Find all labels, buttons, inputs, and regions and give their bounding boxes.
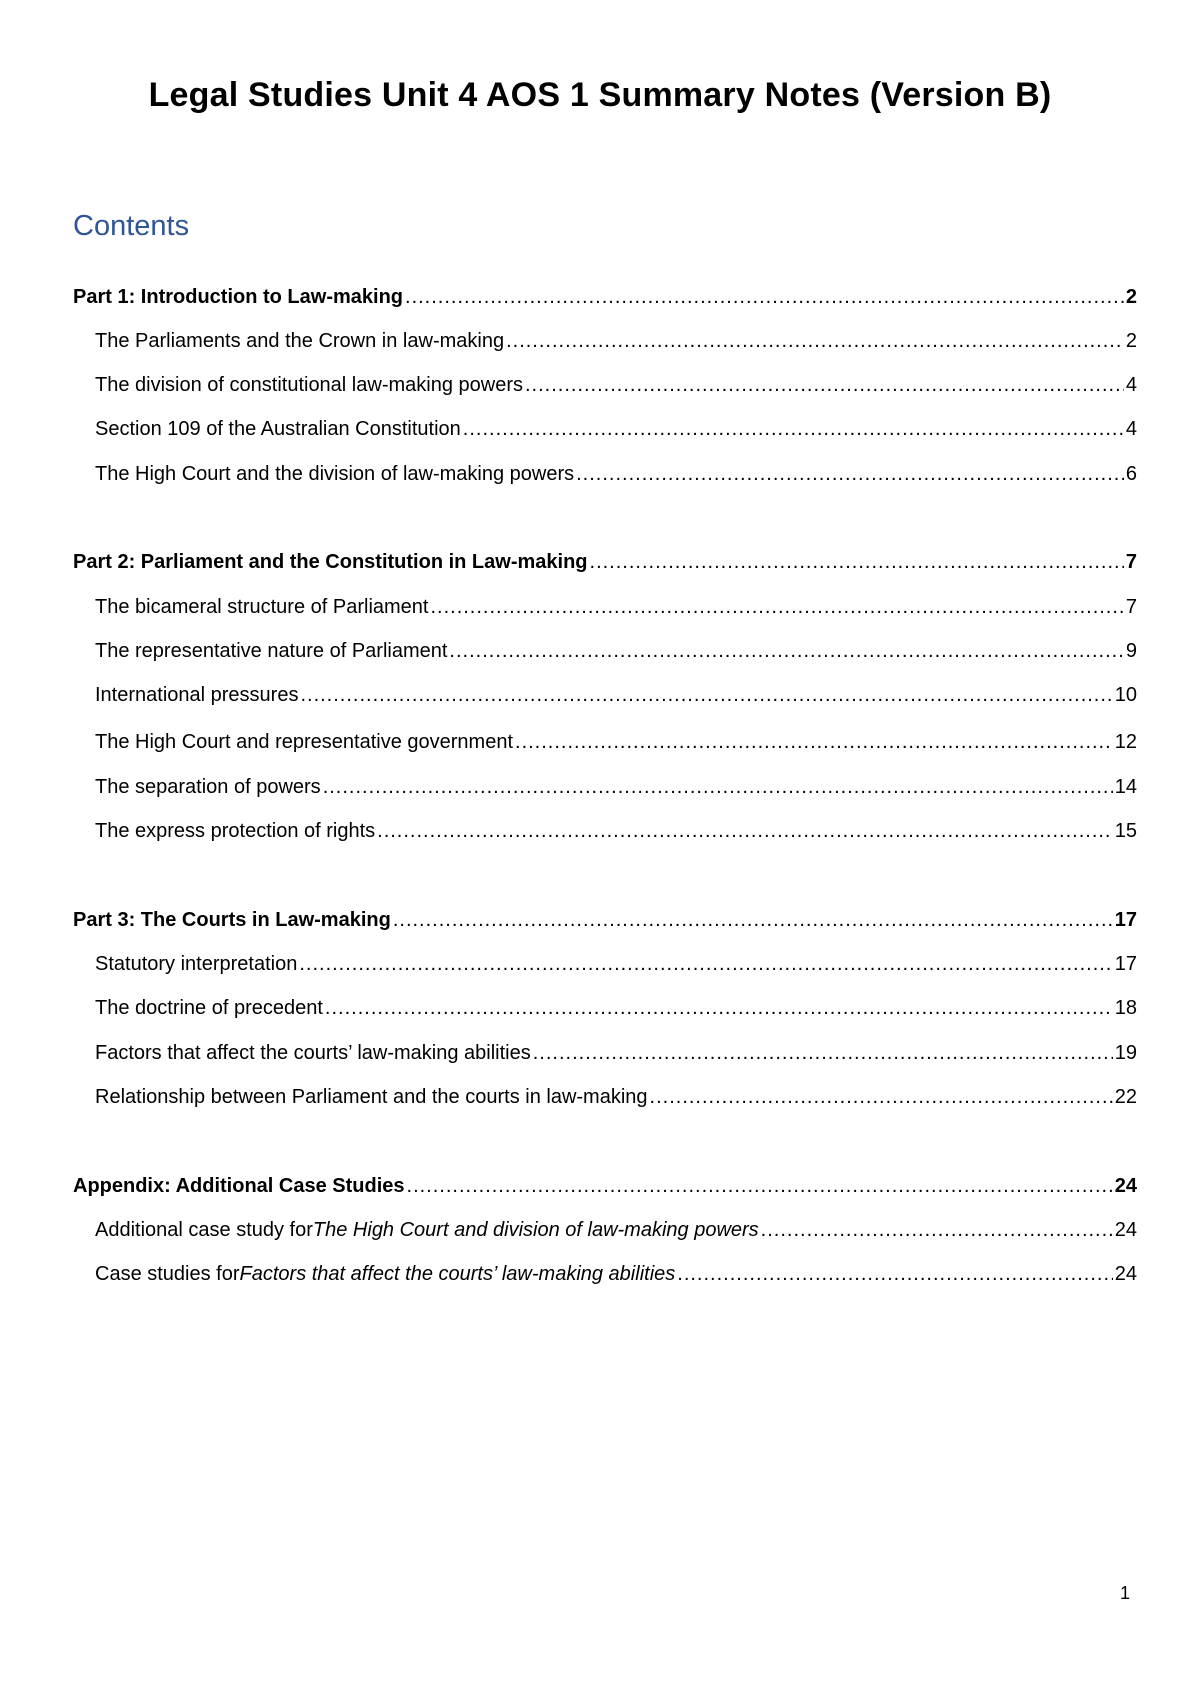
contents-heading: Contents xyxy=(73,210,190,242)
toc-page-number: 6 xyxy=(1125,463,1137,485)
toc-dot-leader xyxy=(677,1259,1112,1289)
toc-dot-leader xyxy=(405,282,1124,312)
toc-entry-title: Part 2: Parliament and the Constitution in Law-making xyxy=(73,551,588,573)
toc-entry-title-italic: The High Court and division of law-making powers xyxy=(312,1219,759,1241)
toc-entry-title: Relationship between Parliament and the courts in law-making xyxy=(95,1086,648,1108)
toc-section-entry[interactable] xyxy=(73,282,1137,312)
toc-section-entry[interactable] xyxy=(73,1171,1137,1201)
toc-subsection-entry[interactable] xyxy=(95,1038,1137,1068)
toc-entry-title: Appendix: Additional Case Studies xyxy=(73,1175,405,1197)
toc-entry-title: Case studies for xyxy=(95,1263,240,1285)
toc-entry-title: Factors that affect the courts’ law-making abilities xyxy=(95,1042,531,1064)
toc-entry-title: The express protection of rights xyxy=(95,820,376,842)
toc-subsection-entry[interactable] xyxy=(95,993,1137,1023)
toc-dot-leader xyxy=(407,1171,1113,1201)
toc-subsection-entry[interactable] xyxy=(95,326,1137,356)
toc-dot-leader xyxy=(323,772,1113,802)
toc-entry-title: Additional case study for xyxy=(95,1219,313,1241)
toc-dot-leader xyxy=(300,680,1112,710)
toc-subsection-entry[interactable] xyxy=(95,949,1137,979)
toc-dot-leader xyxy=(590,547,1124,577)
toc-subsection-entry[interactable] xyxy=(95,680,1137,710)
toc-dot-leader xyxy=(299,949,1112,979)
toc-subsection-entry[interactable] xyxy=(95,370,1137,400)
toc-dot-leader xyxy=(325,993,1113,1023)
toc-entry-title: The division of constitutional law-making powers xyxy=(95,374,523,396)
toc-dot-leader xyxy=(463,414,1124,444)
toc-page-number: 17 xyxy=(1114,953,1137,975)
toc-entry-title: Section 109 of the Australian Constitution xyxy=(95,418,461,440)
toc-subsection-entry[interactable] xyxy=(95,592,1137,622)
toc-subsection-entry[interactable] xyxy=(95,459,1137,489)
toc-subsection-entry[interactable] xyxy=(95,727,1137,757)
toc-dot-leader xyxy=(533,1038,1113,1068)
toc-page-number: 19 xyxy=(1114,1042,1137,1064)
toc-page-number: 10 xyxy=(1114,684,1137,706)
page-title: Legal Studies Unit 4 AOS 1 Summary Notes (Version B) xyxy=(148,76,1052,114)
toc-subsection-entry[interactable] xyxy=(95,816,1137,846)
toc-section-entry[interactable] xyxy=(73,547,1137,577)
toc-page-number: 24 xyxy=(1114,1263,1137,1285)
toc-section-entry[interactable] xyxy=(73,905,1137,935)
toc-subsection-entry[interactable] xyxy=(95,1082,1137,1112)
toc-dot-leader xyxy=(650,1082,1113,1112)
toc-entry-title: The separation of powers xyxy=(95,776,321,798)
toc-dot-leader xyxy=(761,1215,1113,1245)
toc-subsection-entry[interactable] xyxy=(95,636,1137,666)
toc-entry-title: The representative nature of Parliament xyxy=(95,640,448,662)
toc-subsection-entry[interactable] xyxy=(95,414,1137,444)
toc-entry-title-italic: Factors that affect the courts’ law-making abilities xyxy=(239,1263,676,1285)
toc-dot-leader xyxy=(525,370,1124,400)
toc-dot-leader xyxy=(449,636,1123,666)
page-number: 1 xyxy=(1120,1583,1131,1603)
toc-subsection-entry[interactable] xyxy=(95,1215,1137,1245)
toc-entry-title: The High Court and the division of law-making powers xyxy=(95,463,575,485)
toc-entry-title: Part 3: The Courts in Law-making xyxy=(73,909,391,931)
toc-entry-title: Statutory interpretation xyxy=(95,953,298,975)
toc-page-number: 18 xyxy=(1114,997,1137,1019)
toc-entry-title: The bicameral structure of Parliament xyxy=(95,596,429,618)
toc-entry-title: Part 1: Introduction to Law-making xyxy=(73,286,404,308)
toc-page-number: 2 xyxy=(1125,330,1137,352)
toc-dot-leader xyxy=(515,727,1113,757)
toc-page-number: 17 xyxy=(1114,909,1137,931)
toc-entry-title: The doctrine of precedent xyxy=(95,997,323,1019)
toc-page-number: 9 xyxy=(1125,640,1137,662)
toc-page-number: 7 xyxy=(1125,551,1137,573)
toc-page-number: 12 xyxy=(1114,731,1137,753)
toc-page-number: 22 xyxy=(1114,1086,1137,1108)
toc-entry-title: The Parliaments and the Crown in law-making xyxy=(95,330,505,352)
toc-page-number: 4 xyxy=(1125,374,1137,396)
toc-page-number: 7 xyxy=(1125,596,1137,618)
toc-page-number: 14 xyxy=(1114,776,1137,798)
toc-page-number: 15 xyxy=(1114,820,1137,842)
toc-dot-leader xyxy=(377,816,1113,846)
toc-dot-leader xyxy=(576,459,1124,489)
toc-subsection-entry[interactable] xyxy=(95,1259,1137,1289)
toc-entry-title: International pressures xyxy=(95,684,299,706)
toc-dot-leader xyxy=(506,326,1124,356)
toc-entry-title: The High Court and representative government xyxy=(95,731,514,753)
toc-dot-leader xyxy=(430,592,1123,622)
toc-subsection-entry[interactable] xyxy=(95,772,1137,802)
toc-page-number: 4 xyxy=(1125,418,1137,440)
toc-page-number: 2 xyxy=(1125,286,1137,308)
toc-dot-leader xyxy=(393,905,1113,935)
toc-page-number: 24 xyxy=(1114,1219,1137,1241)
toc-page-number: 24 xyxy=(1114,1175,1137,1197)
